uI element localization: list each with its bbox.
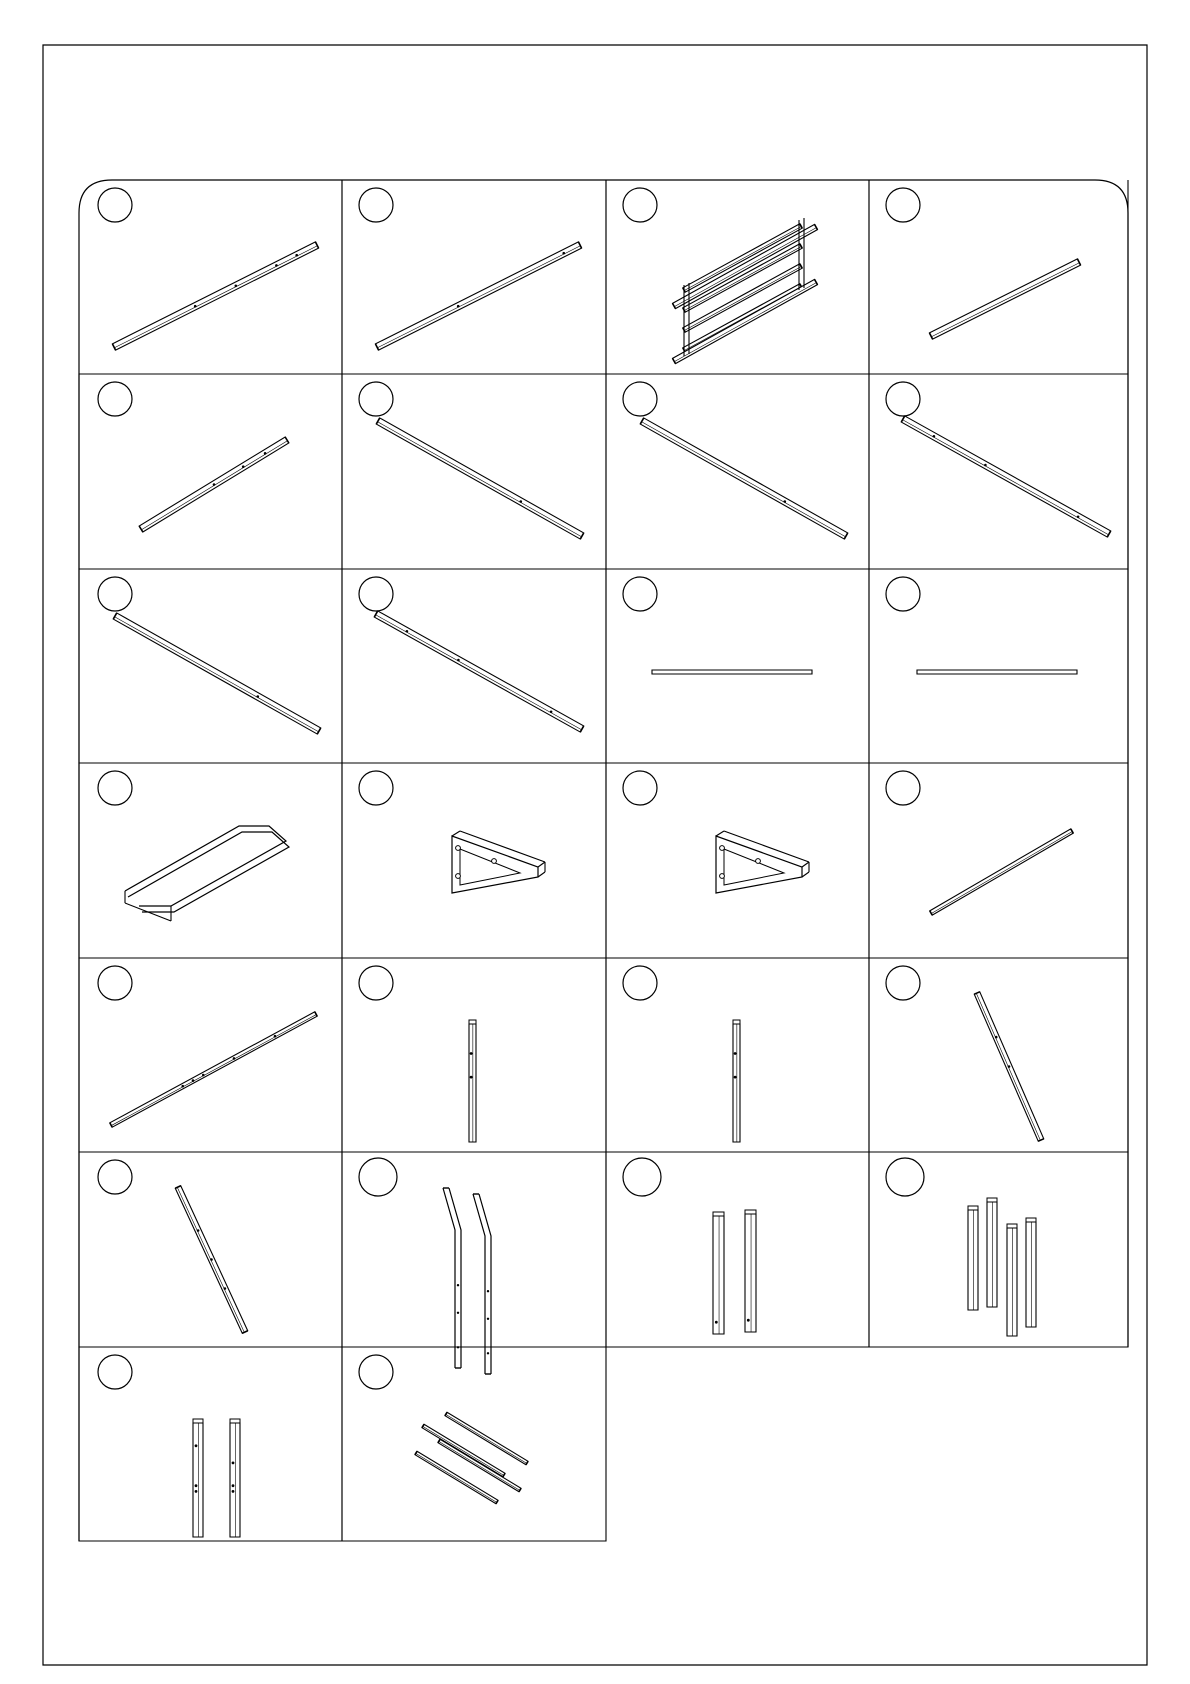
part-cell bbox=[869, 374, 1128, 569]
part-cell bbox=[869, 569, 1128, 763]
part-cell bbox=[342, 1347, 606, 1541]
part-drawing-diagonal-rail bbox=[376, 418, 583, 539]
part-drawing-steep-rail bbox=[974, 992, 1044, 1141]
parts-table-outline bbox=[79, 180, 1128, 1541]
part-drawing-ladder-panel bbox=[673, 218, 818, 364]
part-drawing-steep-rail bbox=[175, 1186, 247, 1334]
part-cell bbox=[79, 1347, 342, 1541]
part-number-bubble bbox=[886, 1158, 924, 1196]
part-number-bubble bbox=[623, 188, 657, 222]
part-number-bubble bbox=[359, 966, 393, 1000]
part-cell bbox=[342, 1152, 606, 1374]
part-number-bubble bbox=[98, 1355, 132, 1389]
page-border bbox=[43, 45, 1147, 1665]
part-number-bubble bbox=[98, 188, 132, 222]
part-drawing-vertical-post-short bbox=[469, 1020, 476, 1142]
part-drawing-diagonal-rail bbox=[113, 613, 320, 734]
part-drawing-guard-frame bbox=[125, 826, 289, 921]
part-number-bubble bbox=[359, 1158, 397, 1196]
part-number-bubble bbox=[623, 966, 657, 1000]
part-number-bubble bbox=[623, 382, 657, 416]
part-cell bbox=[869, 958, 1128, 1152]
part-cell bbox=[606, 1152, 869, 1347]
part-number-bubble bbox=[359, 188, 393, 222]
part-drawing-thin-rail bbox=[930, 829, 1074, 915]
part-number-bubble bbox=[886, 966, 920, 1000]
part-number-bubble bbox=[359, 577, 393, 611]
parts-grid bbox=[79, 180, 1128, 1541]
part-drawing-vertical-post-short bbox=[733, 1020, 740, 1142]
part-drawing-slats-four bbox=[415, 1412, 528, 1503]
part-drawing-triangle-bracket bbox=[452, 831, 545, 893]
part-cell bbox=[606, 374, 869, 569]
part-drawing-diagonal-rail bbox=[640, 418, 847, 539]
part-cell bbox=[869, 1152, 1128, 1347]
part-cell bbox=[869, 763, 1128, 958]
part-drawing-diagonal-rail-holes bbox=[374, 611, 583, 732]
part-cell bbox=[79, 763, 342, 958]
part-number-bubble bbox=[886, 382, 920, 416]
part-number-bubble bbox=[98, 577, 132, 611]
part-number-bubble bbox=[886, 771, 920, 805]
part-cell bbox=[342, 763, 606, 958]
part-cell bbox=[79, 1152, 342, 1347]
part-drawing-triangle-bracket bbox=[716, 831, 809, 893]
part-cell bbox=[79, 374, 342, 569]
part-number-bubble bbox=[98, 771, 132, 805]
part-number-bubble bbox=[623, 577, 657, 611]
part-drawing-long-rail-holes bbox=[112, 242, 318, 350]
part-cell bbox=[342, 374, 606, 569]
part-cell bbox=[342, 958, 606, 1152]
part-cell bbox=[342, 569, 606, 763]
part-drawing-long-thin-rail-holes bbox=[110, 1012, 317, 1127]
part-drawing-medium-rail-holes bbox=[139, 437, 289, 532]
part-cell bbox=[606, 763, 869, 958]
part-number-bubble bbox=[98, 966, 132, 1000]
part-drawing-square-posts-pair-holes bbox=[193, 1419, 240, 1537]
part-number-bubble bbox=[359, 382, 393, 416]
part-cell bbox=[606, 180, 869, 374]
part-drawing-flat-bar bbox=[917, 670, 1077, 674]
part-drawing-diagonal-rail-holes bbox=[901, 416, 1110, 537]
part-number-bubble bbox=[886, 577, 920, 611]
part-cell bbox=[79, 958, 342, 1152]
part-cell bbox=[79, 180, 342, 374]
part-cell bbox=[869, 180, 1128, 374]
part-drawing-square-posts-pair bbox=[713, 1210, 756, 1334]
part-number-bubble bbox=[886, 188, 920, 222]
part-drawing-bent-posts-pair bbox=[443, 1188, 491, 1374]
part-number-bubble bbox=[623, 771, 657, 805]
part-cell bbox=[606, 958, 869, 1152]
part-drawing-long-rail bbox=[375, 242, 581, 350]
part-cell bbox=[342, 180, 606, 374]
part-cell bbox=[79, 569, 342, 763]
part-number-bubble bbox=[98, 382, 132, 416]
part-number-bubble bbox=[359, 771, 393, 805]
part-drawing-square-posts-four bbox=[968, 1198, 1036, 1336]
part-number-bubble bbox=[623, 1158, 661, 1196]
part-cell bbox=[606, 569, 869, 763]
part-drawing-flat-bar bbox=[652, 670, 812, 674]
part-number-bubble bbox=[359, 1355, 393, 1389]
part-number-bubble bbox=[98, 1160, 132, 1194]
part-drawing-short-rail bbox=[929, 259, 1080, 339]
